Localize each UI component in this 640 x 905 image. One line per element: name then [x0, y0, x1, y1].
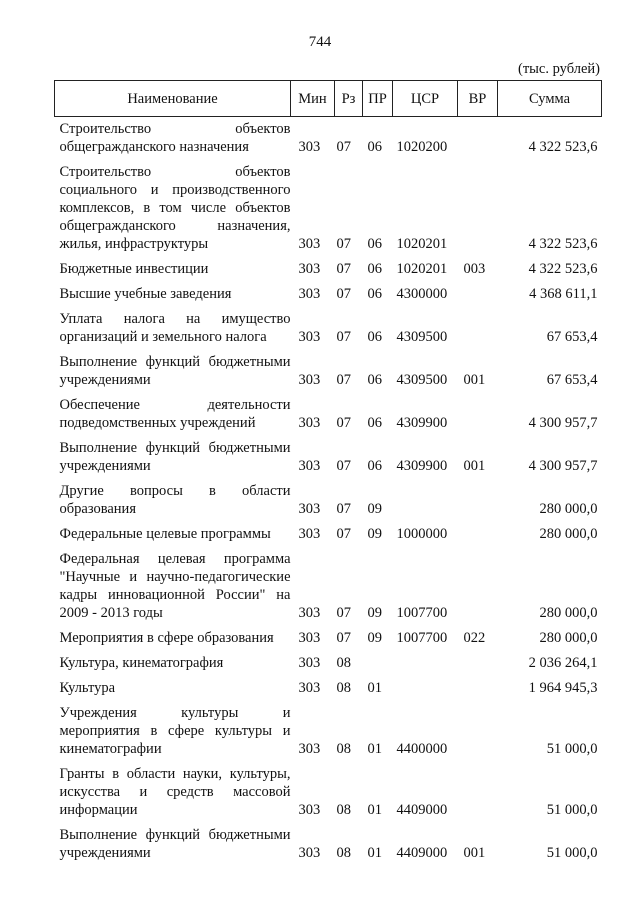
cell-sum: 2 036 264,1 [528, 655, 598, 671]
cell-rz: 07 [336, 139, 351, 155]
cell-csr: 4409000 [396, 845, 448, 861]
cell-rz: 07 [336, 630, 351, 646]
cell-sum: 280 000,0 [539, 526, 598, 542]
cell-rz: 07 [336, 526, 351, 542]
cell-vr [458, 543, 498, 622]
cell-min: 303 [298, 501, 321, 517]
cell-rz: 07 [336, 286, 351, 302]
cell-pr: 06 [367, 139, 382, 155]
cell-pr: 01 [367, 741, 382, 757]
cell-pr: 06 [367, 329, 382, 345]
cell-pr: 01 [367, 845, 382, 861]
cell-rz: 08 [336, 802, 351, 818]
cell-pr: 01 [367, 802, 382, 818]
cell-rz: 08 [336, 845, 351, 861]
cell-pr: 09 [367, 630, 382, 646]
cell-sum: 4 322 523,6 [528, 139, 598, 155]
cell-pr: 01 [367, 680, 382, 696]
cell-name: Учреждения культуры и мероприятия в сфере культуры и кинематографии [59, 705, 291, 757]
cell-min: 303 [298, 605, 321, 621]
page-number: 744 [308, 34, 332, 50]
cell-sum: 4 368 611,1 [529, 286, 598, 302]
table-row [55, 819, 602, 862]
cell-vr [458, 518, 498, 543]
cell-vr: 001 [463, 458, 486, 474]
cell-sum: 67 653,4 [546, 329, 598, 345]
cell-rz: 08 [336, 680, 351, 696]
cell-rz: 07 [336, 372, 351, 388]
cell-name: Другие вопросы в области образования [59, 483, 291, 517]
cell-pr: 06 [367, 236, 382, 252]
cell-csr [393, 672, 458, 697]
cell-name: Строительство объектов общегражданского назначения [59, 121, 291, 155]
cell-name: Обеспечение деятельности подведомственных учреждений [59, 397, 291, 431]
table-row [55, 647, 602, 672]
table-row [55, 278, 602, 303]
cell-pr: 06 [367, 458, 382, 474]
cell-sum: 51 000,0 [546, 802, 598, 818]
cell-rz: 07 [336, 261, 351, 277]
cell-sum: 4 322 523,6 [528, 261, 598, 277]
cell-pr: 09 [367, 526, 382, 542]
header-pr: ПР [363, 81, 393, 117]
cell-min: 303 [298, 261, 321, 277]
cell-name: Федеральные целевые программы [59, 526, 271, 542]
cell-vr [458, 117, 498, 157]
cell-pr: 06 [367, 286, 382, 302]
cell-name: Культура, кинематография [59, 655, 224, 671]
cell-pr: 09 [367, 501, 382, 517]
cell-min: 303 [298, 236, 321, 252]
table-row [55, 758, 602, 819]
table-row [55, 697, 602, 758]
cell-csr: 4309500 [396, 372, 448, 388]
cell-pr: 06 [367, 261, 382, 277]
header-sum: Сумма [498, 81, 602, 117]
cell-csr: 1007700 [396, 605, 448, 621]
cell-csr [393, 647, 458, 672]
cell-csr: 1000000 [396, 526, 448, 542]
cell-csr [393, 475, 458, 518]
header-csr: ЦСР [393, 81, 458, 117]
cell-vr [458, 758, 498, 819]
cell-pr: 06 [367, 415, 382, 431]
cell-min: 303 [298, 630, 321, 646]
cell-csr: 1020200 [396, 139, 448, 155]
table-header-row [55, 81, 602, 117]
cell-name: Высшие учебные заведения [59, 286, 232, 302]
table-row [55, 672, 602, 697]
header-min: Мин [291, 81, 335, 117]
cell-min: 303 [298, 286, 321, 302]
cell-csr: 1007700 [396, 630, 448, 646]
cell-vr [458, 697, 498, 758]
table-row [55, 156, 602, 253]
cell-sum: 4 300 957,7 [528, 458, 598, 474]
cell-rz: 07 [336, 605, 351, 621]
cell-name: Мероприятия в сфере образования [59, 630, 274, 646]
cell-csr: 4309900 [396, 458, 448, 474]
cell-vr: 001 [463, 845, 486, 861]
cell-min: 303 [298, 741, 321, 757]
cell-rz: 07 [336, 329, 351, 345]
cell-rz: 08 [336, 741, 351, 757]
cell-min: 303 [298, 802, 321, 818]
table-row [55, 389, 602, 432]
cell-name: Культура [59, 680, 116, 696]
cell-csr: 1020201 [396, 236, 448, 252]
header-vr: ВР [458, 81, 498, 117]
cell-vr: 001 [463, 372, 486, 388]
cell-csr: 4409000 [396, 802, 448, 818]
table-row [55, 518, 602, 543]
cell-sum: 51 000,0 [546, 741, 598, 757]
cell-name: Бюджетные инвестиции [59, 261, 209, 277]
cell-pr: 06 [367, 372, 382, 388]
cell-vr [458, 475, 498, 518]
cell-name: Выполнение функций бюджетными учреждениями [59, 827, 291, 861]
cell-min: 303 [298, 415, 321, 431]
cell-min: 303 [298, 680, 321, 696]
cell-name: Федеральная целевая программа "Научные и научно-педагогические кадры инновационной России" на 2009 - 2013 годы [59, 551, 291, 621]
cell-csr: 4300000 [396, 286, 448, 302]
cell-csr: 4309900 [396, 415, 448, 431]
cell-vr [458, 389, 498, 432]
cell-vr [458, 303, 498, 346]
cell-name: Гранты в области науки, культуры, искусства и средств массовой информации [59, 766, 291, 818]
cell-min: 303 [298, 329, 321, 345]
cell-pr [363, 647, 393, 672]
cell-name: Выполнение функций бюджетными учреждениями [59, 440, 291, 474]
cell-sum: 4 322 523,6 [528, 236, 598, 252]
cell-csr: 4309500 [396, 329, 448, 345]
cell-vr [458, 672, 498, 697]
cell-vr [458, 156, 498, 253]
cell-sum: 51 000,0 [546, 845, 598, 861]
cell-sum: 67 653,4 [546, 372, 598, 388]
table-row [55, 475, 602, 518]
header-name: Наименование [55, 81, 291, 117]
cell-csr: 1020201 [396, 261, 448, 277]
table-row [55, 346, 602, 389]
cell-rz: 07 [336, 458, 351, 474]
cell-name: Выполнение функций бюджетными учреждениями [59, 354, 291, 388]
table-row [55, 432, 602, 475]
cell-sum: 280 000,0 [539, 630, 598, 646]
cell-min: 303 [298, 139, 321, 155]
table-row [55, 543, 602, 622]
cell-vr: 003 [463, 261, 486, 277]
cell-csr: 4400000 [396, 741, 448, 757]
cell-rz: 07 [336, 415, 351, 431]
table-row [55, 303, 602, 346]
cell-vr [458, 647, 498, 672]
header-rz: Рз [335, 81, 363, 117]
table-body [55, 117, 602, 863]
cell-sum: 280 000,0 [539, 605, 598, 621]
cell-min: 303 [298, 458, 321, 474]
cell-name: Уплата налога на имущество организаций и земельного налога [59, 311, 291, 345]
cell-min: 303 [298, 526, 321, 542]
cell-min: 303 [298, 655, 321, 671]
cell-vr [458, 278, 498, 303]
cell-rz: 08 [336, 655, 351, 671]
cell-min: 303 [298, 372, 321, 388]
cell-rz: 07 [336, 236, 351, 252]
cell-rz: 07 [336, 501, 351, 517]
cell-pr: 09 [367, 605, 382, 621]
cell-min: 303 [298, 845, 321, 861]
table-row [55, 117, 602, 157]
cell-sum: 1 964 945,3 [528, 680, 598, 696]
units-label: (тыс. рублей) [518, 61, 600, 77]
cell-vr: 022 [463, 630, 486, 646]
cell-name: Строительство объектов социального и производственного комплексов, в том числе объектов общегражданского назначения, жилья, инфраструктуры [59, 164, 291, 252]
cell-sum: 280 000,0 [539, 501, 598, 517]
budget-table [54, 80, 602, 862]
table-row [55, 622, 602, 647]
table-row [55, 253, 602, 278]
cell-sum: 4 300 957,7 [528, 415, 598, 431]
